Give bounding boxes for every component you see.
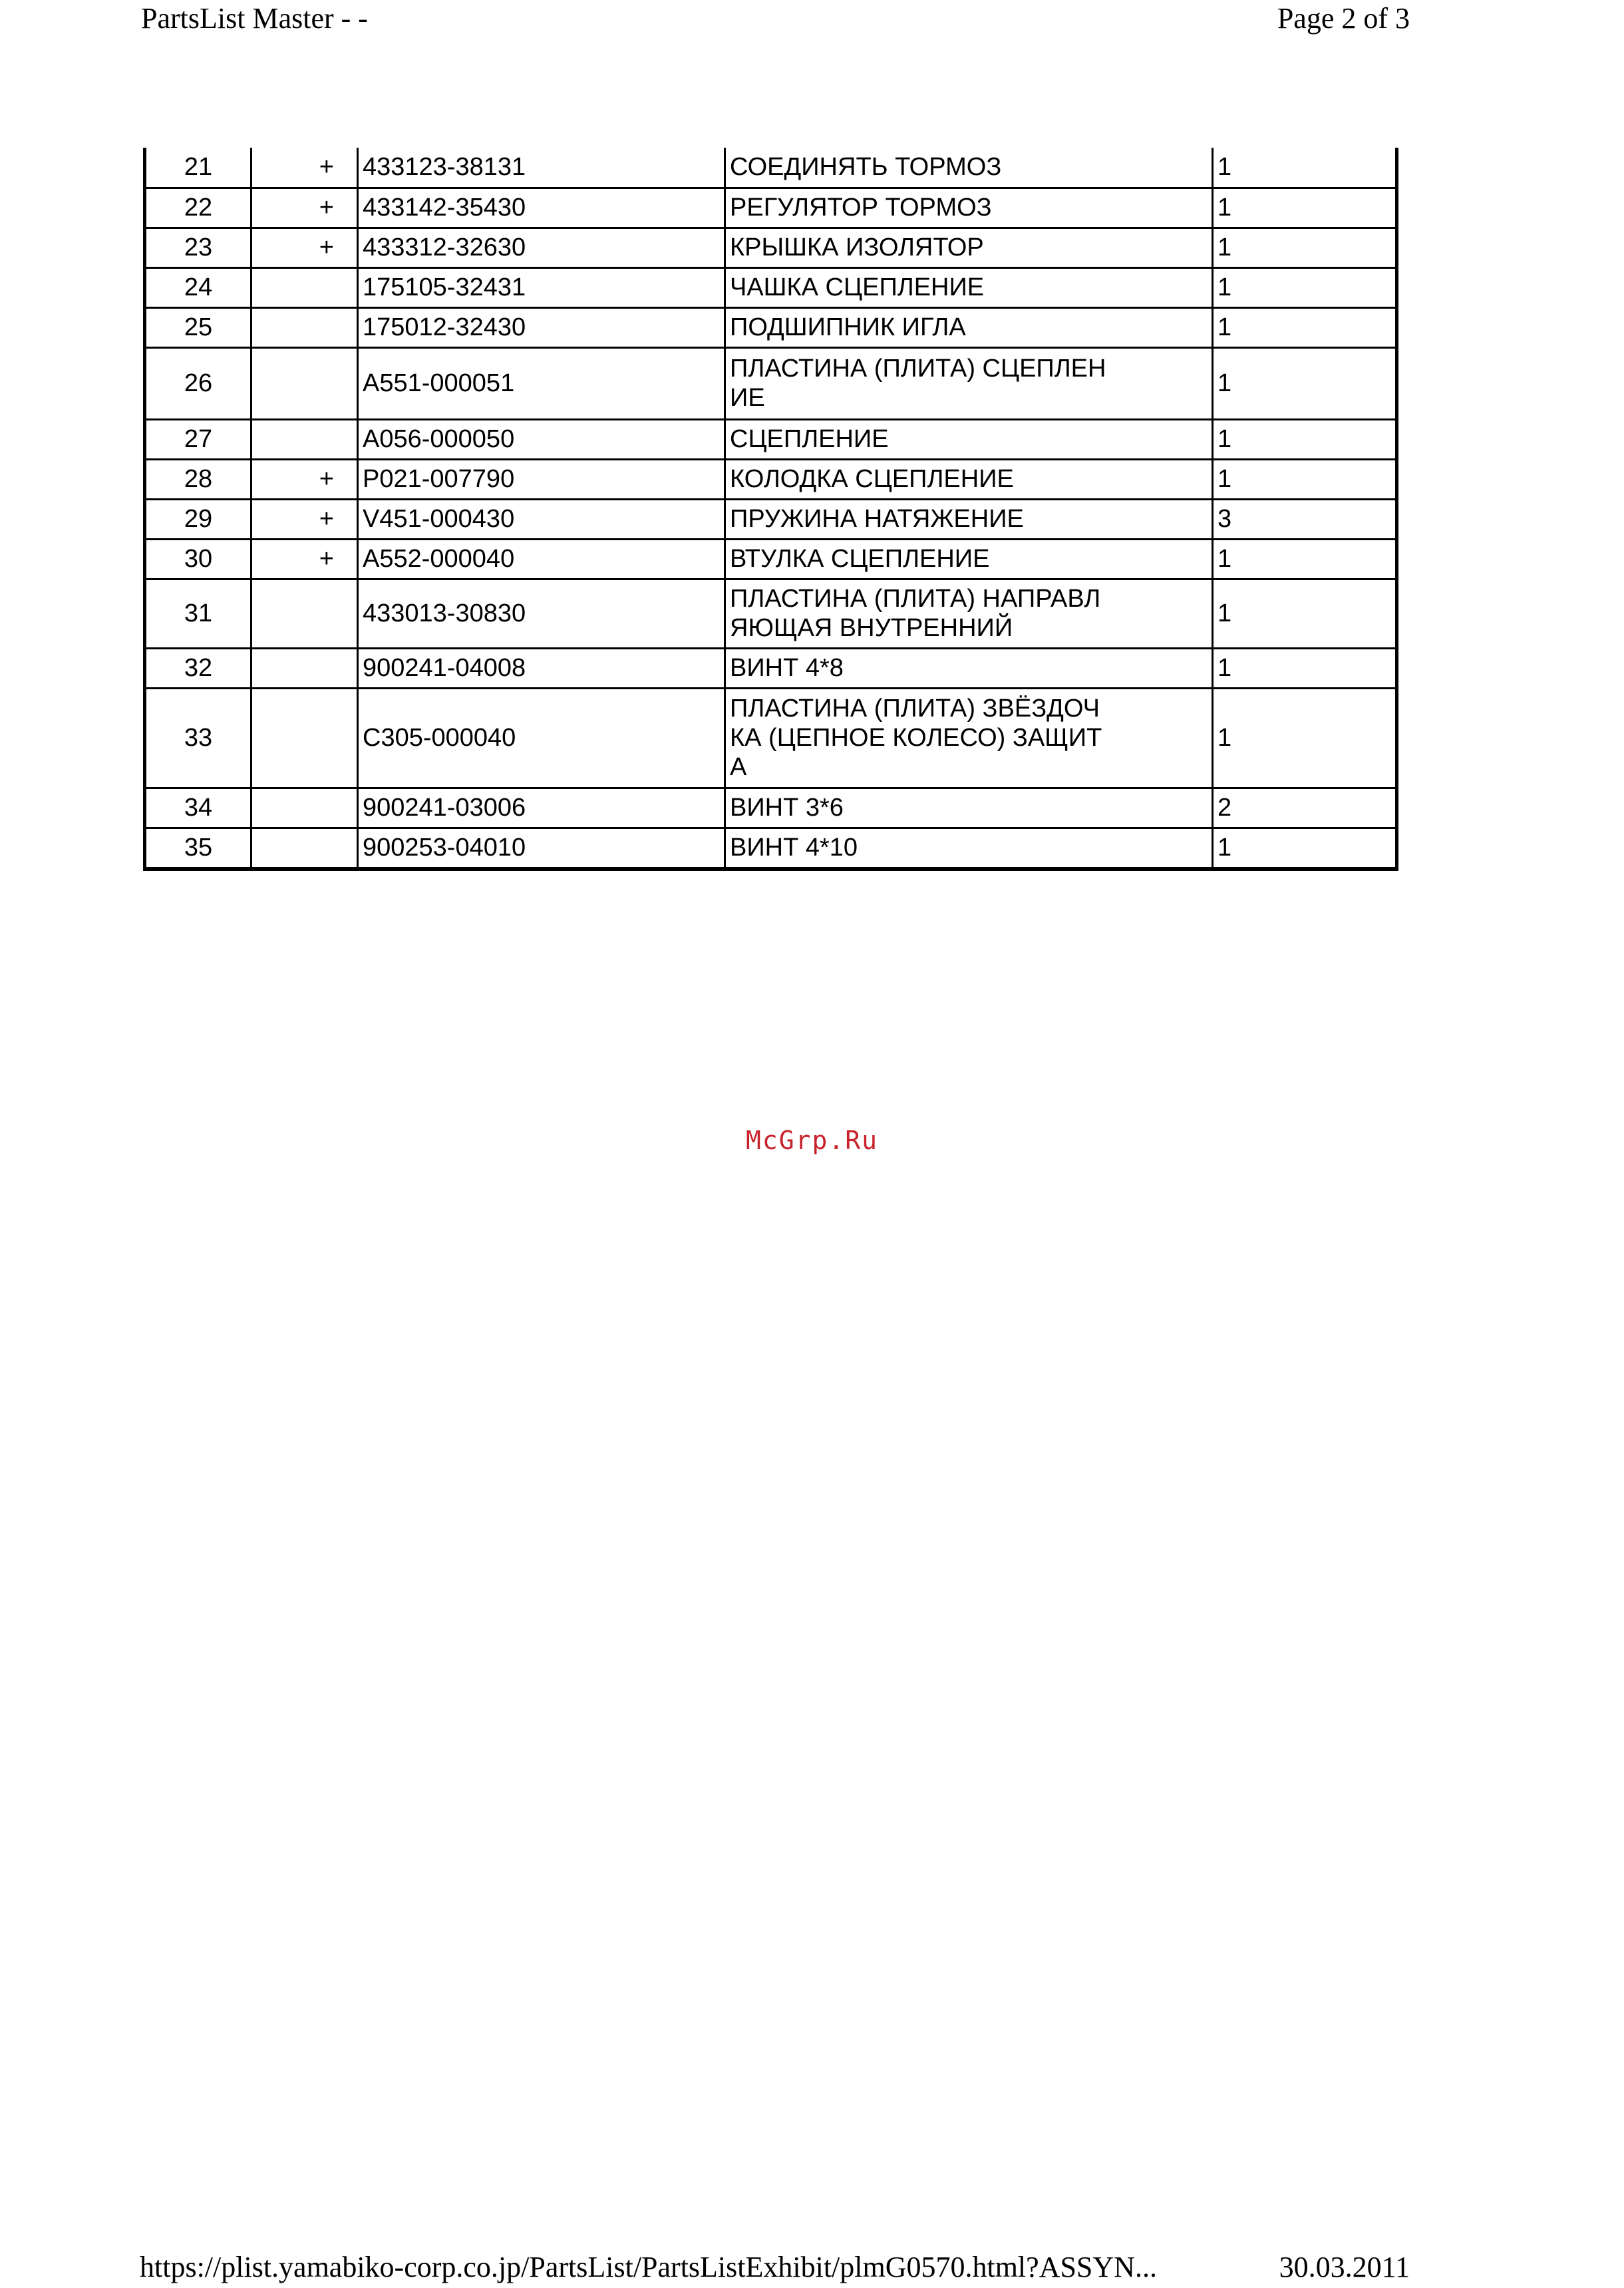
table-row (145, 688, 1397, 788)
ref-number-cell: 24 (145, 267, 251, 307)
table-row (145, 228, 1397, 267)
marker-cell (251, 307, 358, 347)
parts-list-table (143, 148, 1398, 871)
quantity-cell: 1 (1213, 307, 1397, 347)
ref-number-cell: 21 (145, 148, 251, 188)
ref-number-cell: 29 (145, 499, 251, 539)
watermark: McGrp.Ru (745, 1126, 879, 1155)
marker-cell (251, 788, 358, 828)
footer-url: https://plist.yamabiko-corp.co.jp/PartsList/PartsListExhibit/plmG0570.html?ASSYN... (140, 2251, 1157, 2283)
marker-cell: + (251, 148, 358, 188)
ref-number-cell: 34 (145, 788, 251, 828)
table-row (145, 419, 1397, 459)
ref-number-cell: 22 (145, 188, 251, 228)
quantity-cell: 1 (1213, 648, 1397, 688)
quantity-cell: 1 (1213, 228, 1397, 267)
marker-cell: + (251, 228, 358, 267)
part-number-cell: 175105-32431 (358, 267, 725, 307)
description-cell: СОЕДИНЯТЬ ТОРМОЗ (725, 148, 1213, 188)
quantity-cell: 1 (1213, 188, 1397, 228)
description-cell: ВИНТ 3*6 (725, 788, 1213, 828)
table-row (145, 539, 1397, 579)
ref-number-cell: 32 (145, 648, 251, 688)
footer-date: 30.03.2011 (1279, 2251, 1410, 2283)
table-row (145, 828, 1397, 869)
table-row (145, 267, 1397, 307)
table-row (145, 788, 1397, 828)
table-row (145, 499, 1397, 539)
quantity-cell: 2 (1213, 788, 1397, 828)
description-cell: РЕГУЛЯТОР ТОРМОЗ (725, 188, 1213, 228)
table-row (145, 307, 1397, 347)
part-number-cell: 433123-38131 (358, 148, 725, 188)
ref-number-cell: 35 (145, 828, 251, 869)
description-cell: ПЛАСТИНА (ПЛИТА) СЦЕПЛЕН ИЕ (725, 347, 1213, 419)
part-number-cell: 900241-04008 (358, 648, 725, 688)
part-number-cell: 433013-30830 (358, 579, 725, 648)
part-number-cell: A552-000040 (358, 539, 725, 579)
table-row (145, 148, 1397, 188)
ref-number-cell: 31 (145, 579, 251, 648)
description-cell: КРЫШКА ИЗОЛЯТОР (725, 228, 1213, 267)
marker-cell (251, 648, 358, 688)
description-cell: ВИНТ 4*10 (725, 828, 1213, 869)
marker-cell (251, 347, 358, 419)
quantity-cell: 1 (1213, 539, 1397, 579)
quantity-cell: 1 (1213, 347, 1397, 419)
table-row (145, 579, 1397, 648)
marker-cell (251, 688, 358, 788)
parts-table-body (145, 148, 1397, 869)
marker-cell (251, 267, 358, 307)
quantity-cell: 1 (1213, 579, 1397, 648)
quantity-cell: 1 (1213, 828, 1397, 869)
quantity-cell: 1 (1213, 459, 1397, 499)
part-number-cell: 900253-04010 (358, 828, 725, 869)
part-number-cell: P021-007790 (358, 459, 725, 499)
quantity-cell: 1 (1213, 267, 1397, 307)
description-cell: ПОДШИПНИК ИГЛА (725, 307, 1213, 347)
part-number-cell: 433142-35430 (358, 188, 725, 228)
part-number-cell: A551-000051 (358, 347, 725, 419)
ref-number-cell: 25 (145, 307, 251, 347)
part-number-cell: V451-000430 (358, 499, 725, 539)
quantity-cell: 1 (1213, 148, 1397, 188)
ref-number-cell: 26 (145, 347, 251, 419)
quantity-cell: 1 (1213, 688, 1397, 788)
ref-number-cell: 33 (145, 688, 251, 788)
marker-cell (251, 579, 358, 648)
description-cell: ВИНТ 4*8 (725, 648, 1213, 688)
description-cell: ПЛАСТИНА (ПЛИТА) ЗВЁЗДОЧ КА (ЦЕПНОЕ КОЛЕСО) ЗАЩИТ А (725, 688, 1213, 788)
marker-cell: + (251, 499, 358, 539)
description-cell: ВТУЛКА СЦЕПЛЕНИЕ (725, 539, 1213, 579)
part-number-cell: C305-000040 (358, 688, 725, 788)
marker-cell (251, 828, 358, 869)
table-row (145, 347, 1397, 419)
ref-number-cell: 28 (145, 459, 251, 499)
marker-cell (251, 419, 358, 459)
page-number: Page 2 of 3 (1277, 2, 1410, 35)
marker-cell: + (251, 188, 358, 228)
quantity-cell: 1 (1213, 419, 1397, 459)
description-cell: КОЛОДКА СЦЕПЛЕНИЕ (725, 459, 1213, 499)
ref-number-cell: 30 (145, 539, 251, 579)
ref-number-cell: 23 (145, 228, 251, 267)
part-number-cell: 433312-32630 (358, 228, 725, 267)
part-number-cell: 900241-03006 (358, 788, 725, 828)
description-cell: СЦЕПЛЕНИЕ (725, 419, 1213, 459)
marker-cell: + (251, 539, 358, 579)
ref-number-cell: 27 (145, 419, 251, 459)
description-cell: ЧАШКА СЦЕПЛЕНИЕ (725, 267, 1213, 307)
part-number-cell: 175012-32430 (358, 307, 725, 347)
table-row (145, 188, 1397, 228)
table-row (145, 459, 1397, 499)
marker-cell: + (251, 459, 358, 499)
description-cell: ПЛАСТИНА (ПЛИТА) НАПРАВЛ ЯЮЩАЯ ВНУТРЕННИЙ (725, 579, 1213, 648)
quantity-cell: 3 (1213, 499, 1397, 539)
page-header-title: PartsList Master - - (141, 2, 368, 35)
description-cell: ПРУЖИНА НАТЯЖЕНИЕ (725, 499, 1213, 539)
table-row (145, 648, 1397, 688)
part-number-cell: A056-000050 (358, 419, 725, 459)
